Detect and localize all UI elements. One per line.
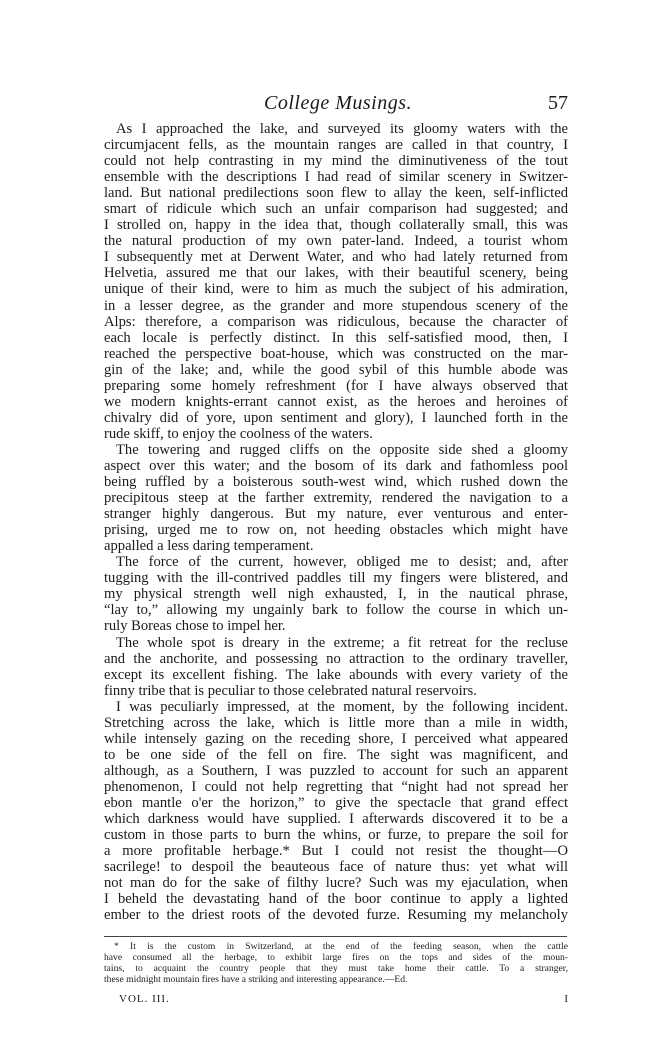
text-line: reached the perspective boat-house, which was constructed on the mar- — [104, 345, 568, 362]
footnote — [104, 941, 568, 985]
text-line: except its excellent fishing. The lake abounds with every variety of the — [104, 666, 568, 683]
text-line: Helvetia, assured me that our lakes, with their beautiful scenery, being — [104, 265, 568, 282]
text-line: not man do for the sake of filthy lucre? Such was my ejaculation, when — [104, 875, 568, 892]
text-line: ember to the driest roots of the devoted furze. Resuming my melancholy — [104, 907, 568, 924]
body-text — [104, 121, 568, 923]
text-line: The force of the current, however, obliged me to desist; and, after — [116, 554, 568, 571]
footnote-line: have consumed all the herbage, to exhibit large fires on the tops and sides of the moun- — [104, 952, 568, 963]
text-line: The whole spot is dreary in the extreme; a fit retreat for the recluse — [116, 634, 568, 651]
text-line: smart of ridicule which such an unfair comparison had suggested; and — [104, 201, 568, 218]
text-line: Alps: therefore, a comparison was ridiculous, because the character of — [104, 313, 568, 330]
running-title: College Musings. — [264, 92, 412, 114]
text-line: gin of the lake; and, while the good sybil of this humble abode was — [104, 361, 568, 378]
text-line: stranger highly dangerous. But my nature, ever venturous and enter- — [104, 506, 568, 523]
text-line: which darkness would have supplied. I afterwards discovered it to be a — [104, 811, 568, 828]
signature-line — [119, 993, 568, 1007]
page-number: 57 — [548, 92, 568, 114]
footnote-line: * It is the custom in Switzerland, at the end of the feeding season, when the cattle — [114, 941, 568, 952]
footnote-divider — [104, 936, 567, 937]
text-line: phenomenon, I could not help regretting that “night had not spread her — [104, 778, 568, 795]
text-line: I beheld the devastating hand of the boor continue to apply a lighted — [104, 891, 568, 908]
text-line: to be one side of the fell on fire. The sight was magnificent, and — [104, 746, 568, 763]
text-line: a more profitable herbage.* But I could not resist the thought—O — [104, 843, 568, 860]
text-line: I was peculiarly impressed, at the moment, by the following incident. — [116, 698, 568, 715]
text-line: each locale is perfectly distinct. In this self-satisfied mood, then, I — [104, 329, 568, 346]
text-line: prising, urged me to row on, not heeding obstacles which might have — [104, 522, 568, 539]
text-line: precipitous steep at the farther extremity, rendered the navigation to a — [104, 490, 568, 507]
text-line: although, as a Southern, I was puzzled to account for such an apparent — [104, 762, 568, 779]
text-line: custom in those parts to burn the whins, or furze, to prepare the soil for — [104, 827, 568, 844]
signature-mark: I — [564, 993, 568, 1005]
text-line: land. But national predilections soon flew to allay the keen, self-inflicted — [104, 185, 568, 202]
footnote-line: tains, to acquaint the country people that they must take home their cattle. To a stranger, — [104, 963, 568, 974]
text-line: appalled a less daring temperament. — [104, 538, 314, 555]
text-line: sacrilege! to despoil the beauteous face of nature thus: yet what will — [104, 859, 568, 876]
text-line: unique of their kind, were to him as much the subject of his admiration, — [104, 281, 568, 298]
text-line: in a lesser degree, as the grander and more stupendous scenery of the — [104, 297, 568, 314]
text-line: chivalry did of yore, upon sentiment and glory), I launched forth in the — [104, 409, 568, 426]
text-line: the natural production of my own pater-land. Indeed, a tourist whom — [104, 233, 568, 250]
text-line: As I approached the lake, and surveyed its gloomy waters with the — [116, 121, 568, 137]
footnote-line: these midnight mountain fires have a striking and interesting appearance.—Ed. — [104, 974, 408, 985]
text-line: ebon mantle o'er the horizon,” to give the spectacle that grand effect — [104, 794, 568, 811]
text-line: ensemble with the descriptions I had read of similar scenery in Switzer- — [104, 169, 568, 186]
text-line: we modern knights-errant cannot exist, as the heroes and heroines of — [104, 393, 568, 410]
text-line: being ruffled by a boisterous south-west wind, which rushed down the — [104, 474, 568, 491]
text-line: could not help contrasting in my mind the diminutiveness of the tout — [104, 153, 568, 170]
text-line: circumjacent fells, as the mountain ranges are called in that country, I — [104, 137, 568, 154]
page-header — [108, 92, 568, 116]
text-line: finny tribe that is peculiar to those celebrated natural reservoirs. — [104, 682, 477, 699]
text-line: preparing some homely refreshment (for I have always observed that — [104, 377, 568, 394]
text-line: and the anchorite, and possessing no attraction to the ordinary traveller, — [104, 650, 568, 667]
text-line: Stretching across the lake, which is little more than a mile in width, — [104, 714, 568, 731]
text-line: “lay to,” allowing my ungainly bark to follow the course in which un- — [104, 602, 568, 619]
text-line: The towering and rugged cliffs on the opposite side shed a gloomy — [116, 441, 568, 458]
text-line: I subsequently met at Derwent Water, and who had lately returned from — [104, 249, 568, 266]
text-line: aspect over this water; and the bosom of its dark and fathomless pool — [104, 457, 568, 474]
text-line: ruly Boreas chose to impel her. — [104, 618, 286, 635]
text-line: tugging with the ill-contrived paddles till my fingers were blistered, and — [104, 570, 568, 587]
text-line: I strolled on, happy in the idea that, though collaterally small, this was — [104, 217, 568, 234]
text-line: rude skiff, to enjoy the coolness of the waters. — [104, 425, 373, 442]
volume-label: VOL. III. — [119, 993, 170, 1005]
text-line: while intensely gazing on the receding shore, I perceived what appeared — [104, 730, 568, 747]
text-line: my physical strength well nigh exhausted, I, in the nautical phrase, — [104, 586, 568, 603]
